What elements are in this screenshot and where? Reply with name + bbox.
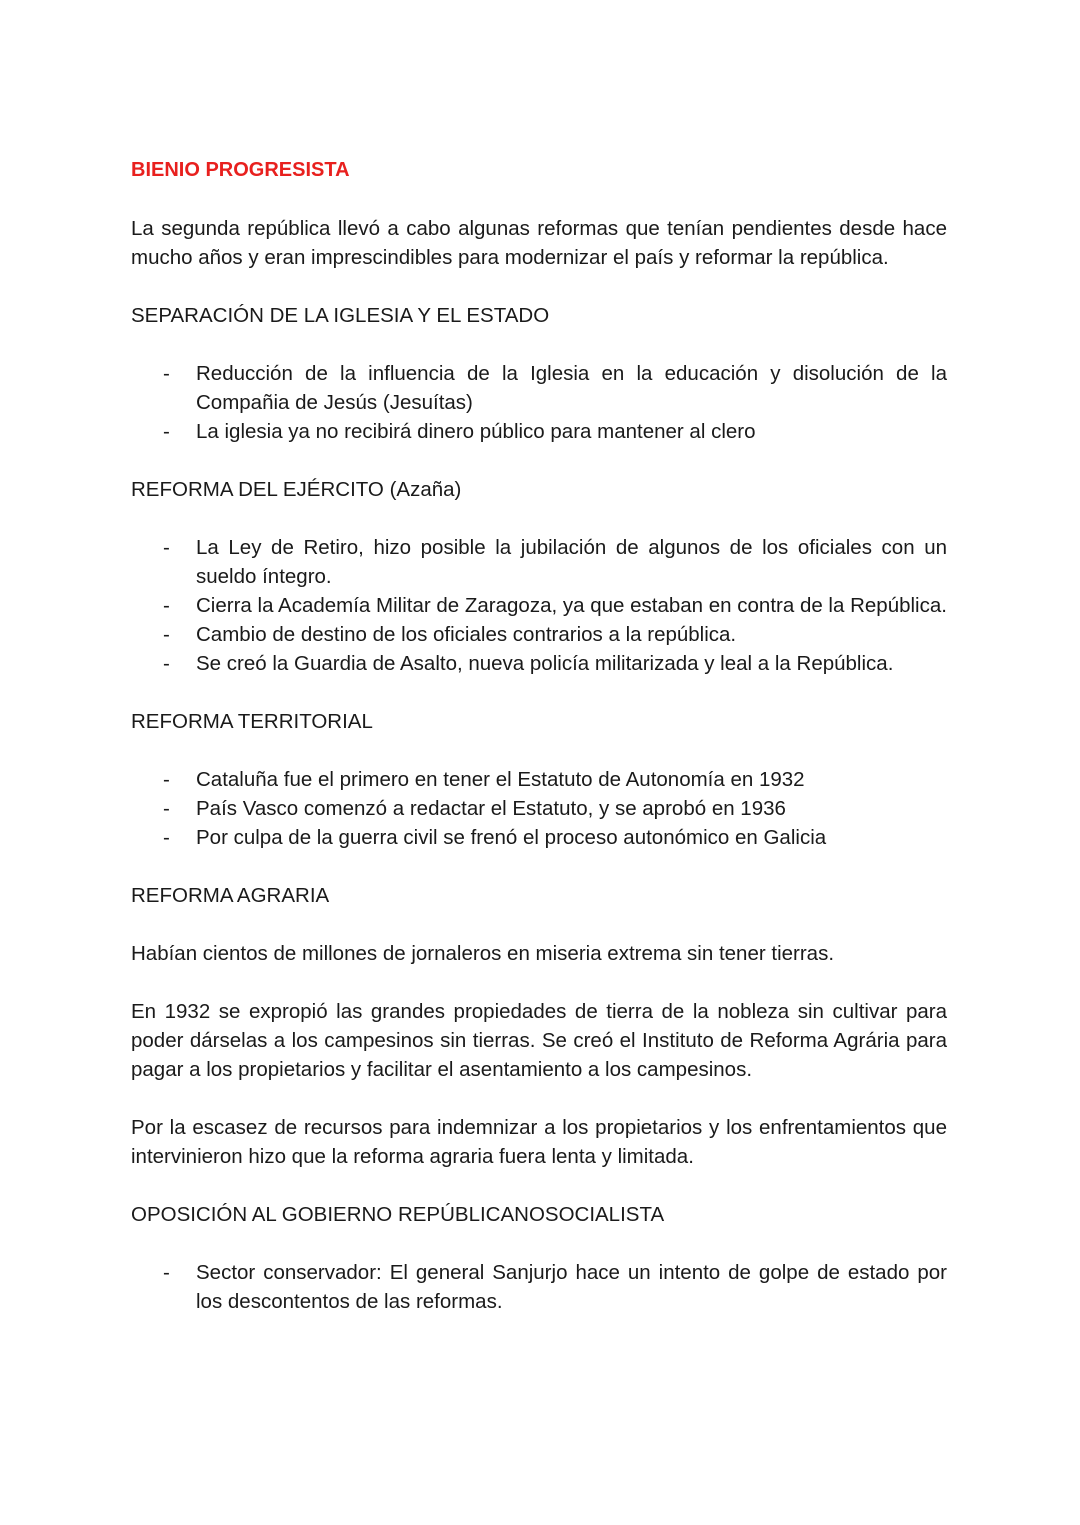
dash-bullet: - <box>163 768 170 791</box>
section-heading-territorial: REFORMA TERRITORIAL <box>131 710 373 733</box>
intro-paragraph: La segunda república llevó a cabo algunas reformas que tenían pendientes desde hace mucho años y eran imprescindibles para modernizar el país y reformar la república. <box>131 217 947 269</box>
agraria-paragraph: Por la escasez de recursos para indemnizar a los propietarios y los enfrentamientos que intervinieron hizo que la reforma agraria fuera lenta y limitada. <box>131 1116 947 1168</box>
spacer <box>131 330 947 359</box>
section-heading-oposicion: OPOSICIÓN AL GOBIERNO REPÚBLICANOSOCIALISTA <box>131 1203 665 1226</box>
list-item <box>131 823 947 852</box>
agraria-paragraph: En 1932 se expropió las grandes propiedades de tierra de la nobleza sin cultivar para poder dárselas a los campesinos sin tierras. Se creó el Instituto de Reforma Agrária para pagar a los propietarios y facilitar el asentamiento a los campesinos. <box>131 1000 947 1081</box>
list-item <box>131 765 947 794</box>
list-item <box>131 1258 947 1316</box>
dash-bullet: - <box>163 1261 170 1284</box>
list-item <box>131 620 947 649</box>
list-item <box>131 359 947 417</box>
list-item-text: La iglesia ya no recibirá dinero público para mantener al clero <box>196 420 756 443</box>
dash-bullet: - <box>163 623 170 646</box>
dash-bullet: - <box>163 536 170 559</box>
section-heading-ejercito: REFORMA DEL EJÉRCITO (Azaña) <box>131 478 462 501</box>
list-item-text: Se creó la Guardia de Asalto, nueva policía militarizada y leal a la República. <box>196 652 894 675</box>
document-page <box>131 150 947 1316</box>
bullet-list-iglesia <box>131 359 947 446</box>
spacer <box>131 1084 947 1113</box>
spacer <box>131 504 947 533</box>
section-heading-agraria: REFORMA AGRARIA <box>131 884 330 907</box>
list-item <box>131 591 947 620</box>
dash-bullet: - <box>163 797 170 820</box>
list-item <box>131 794 947 823</box>
spacer <box>131 852 947 881</box>
dash-bullet: - <box>163 652 170 675</box>
list-item-text: Cataluña fue el primero en tener el Estatuto de Autonomía en 1932 <box>196 768 805 791</box>
list-item-text: La Ley de Retiro, hizo posible la jubilación de algunos de los oficiales con un sueldo íntegro. <box>196 536 947 588</box>
list-item-text: País Vasco comenzó a redactar el Estatuto, y se aprobó en 1936 <box>196 797 786 820</box>
document-title: BIENIO PROGRESISTA <box>131 159 350 181</box>
bullet-list-ejercito <box>131 533 947 678</box>
list-item-text: Cambio de destino de los oficiales contrarios a la república. <box>196 623 737 646</box>
spacer <box>131 185 947 214</box>
spacer <box>131 272 947 301</box>
dash-bullet: - <box>163 826 170 849</box>
spacer <box>131 446 947 475</box>
dash-bullet: - <box>163 594 170 617</box>
list-item-text: Cierra la Academía Militar de Zaragoza, ya que estaban en contra de la República. <box>196 594 947 617</box>
dash-bullet: - <box>163 362 170 385</box>
list-item <box>131 417 947 446</box>
bullet-list-oposicion <box>131 1258 947 1316</box>
spacer <box>131 678 947 707</box>
spacer <box>131 1229 947 1258</box>
list-item-text: Reducción de la influencia de la Iglesia en la educación y disolución de la Compañia de Jesús (Jesuítas) <box>196 362 947 414</box>
list-item <box>131 649 947 678</box>
list-item <box>131 533 947 591</box>
spacer <box>131 1171 947 1200</box>
spacer <box>131 736 947 765</box>
agraria-paragraph: Habían cientos de millones de jornaleros en miseria extrema sin tener tierras. <box>131 942 835 965</box>
list-item-text: Sector conservador: El general Sanjurjo hace un intento de golpe de estado por los descontentos de las reformas. <box>196 1261 947 1313</box>
section-heading-iglesia: SEPARACIÓN DE LA IGLESIA Y EL ESTADO <box>131 304 550 327</box>
spacer <box>131 968 947 997</box>
list-item-text: Por culpa de la guerra civil se frenó el proceso autonómico en Galicia <box>196 826 827 849</box>
dash-bullet: - <box>163 420 170 443</box>
spacer <box>131 910 947 939</box>
bullet-list-territorial <box>131 765 947 852</box>
